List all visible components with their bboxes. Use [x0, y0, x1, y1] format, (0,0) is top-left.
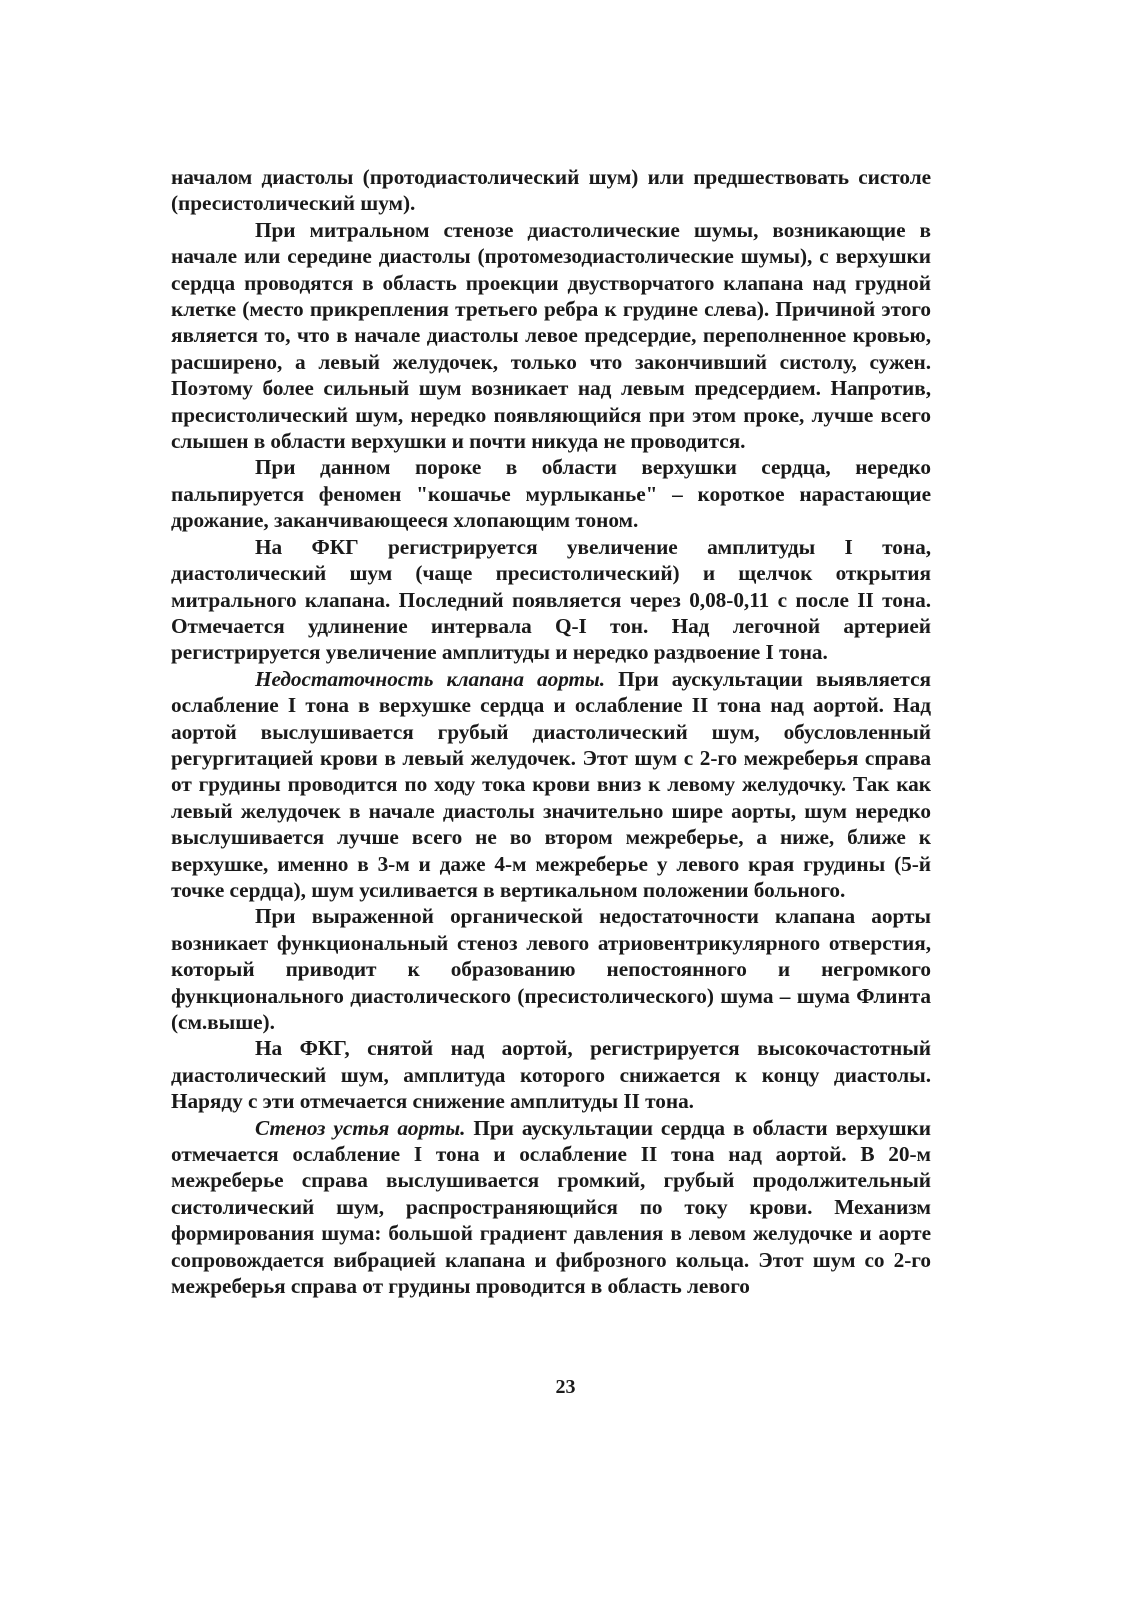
paragraph-text: При выраженной органической недостаточности клапана аорты возникает функциональный стеноз левого атриовентрикулярного отверстия, который приводит к образованию непостоянного и негромкого функционального диастолического (пресистолического) шума – шума Флинта (см.выше). [171, 904, 931, 1034]
paragraph-4 [171, 534, 931, 666]
paragraph-lead: Недостаточность клапана аорты. [255, 666, 606, 691]
page-number: 23 [555, 1376, 576, 1398]
paragraph-text: На ФКГ регистрируется увеличение амплитуды I тона, диастолический шум (чаще пресистолический) и щелчок открытия митрального клапана. Последний появляется через 0,08-0,11 с после II тона. Отмечается удлинение интервала Q-I тон. Над легочной артерией регистрируется увеличение амплитуды и нередко раздвоение I тона. [171, 534, 931, 665]
paragraph-text: При аускультации выявляется ослабление I тона в верхушке сердца и ослабление II тона над аортой. Над аортой выслушивается грубый диастолический шум, обусловленный регургитацией крови в левый желудочек. Этот шум с 2-го межреберья справа от грудины проводится по ходу тока крови вниз к левому желудочку. Так как левый желудочек в начале диастолы значительно шире аорты, шум нередко выслушивается лучше всего не во втором межреберье, а ниже, ближе к верхушке, именно в 3-м и даже 4-м межреберье у левого края грудины (5-й точке сердца), шум усиливается в вертикальном положении больного. [171, 666, 931, 902]
body-text [171, 164, 931, 1299]
paragraph-2 [171, 217, 931, 455]
paragraph-7 [171, 1035, 931, 1114]
paragraph-text: началом диастолы (протодиастолический шум) или предшествовать систоле (пресистолический шум). [171, 165, 931, 216]
paragraph-text: При митральном стенозе диастолические шумы, возникающие в начале или середине диастолы (протомезодиастолические шумы), с верхушки сердца проводятся в область проекции двустворчатого клапана над грудной клетке (место прикрепления третьего ребра к грудине слева). Причиной этого является то, что в начале диастолы левое предсердие, переполненное кровью, расширено, а левый желудочек, только что закончивший систолу, сужен. Поэтому более сильный шум возникает над левым предсердием. Напротив, пресистолический шум, нередко появляющийся при этом проке, лучше всего слышен в области верхушки и почти никуда не проводится. [171, 217, 931, 454]
paragraph-1 [171, 164, 931, 217]
paragraph-lead: Стеноз устья аорты. [255, 1115, 466, 1140]
paragraph-text: На ФКГ, снятой над аортой, регистрируется высокочастотный диастолический шум, амплитуда которого снижается к концу диастолы. Наряду с эти отмечается снижение амплитуды II тона. [171, 1036, 931, 1114]
paragraph-text: При аускультации сердца в области верхушки отмечается ослабление I тона и ослабление II тона над аортой. В 20-м межреберье справа выслушивается громкий, грубый продолжительный систолический шум, распространяющийся по току крови. Механизм формирования шума: большой градиент давления в левом желудочке и аорте сопровождается вибрацией клапана и фиброзного кольца. Этот шум со 2-го межреберья справа от грудины проводится в область левого [171, 1115, 931, 1299]
paragraph-3 [171, 454, 931, 533]
paragraph-text: При данном пороке в области верхушки сердца, нередко пальпируется феномен "кошачье мурлыканье" – короткое нарастающие дрожание, заканчивающееся хлопающим тоном. [171, 455, 931, 533]
paragraph-5 [171, 666, 931, 904]
paragraph-6 [171, 903, 931, 1035]
paragraph-8 [171, 1115, 931, 1300]
